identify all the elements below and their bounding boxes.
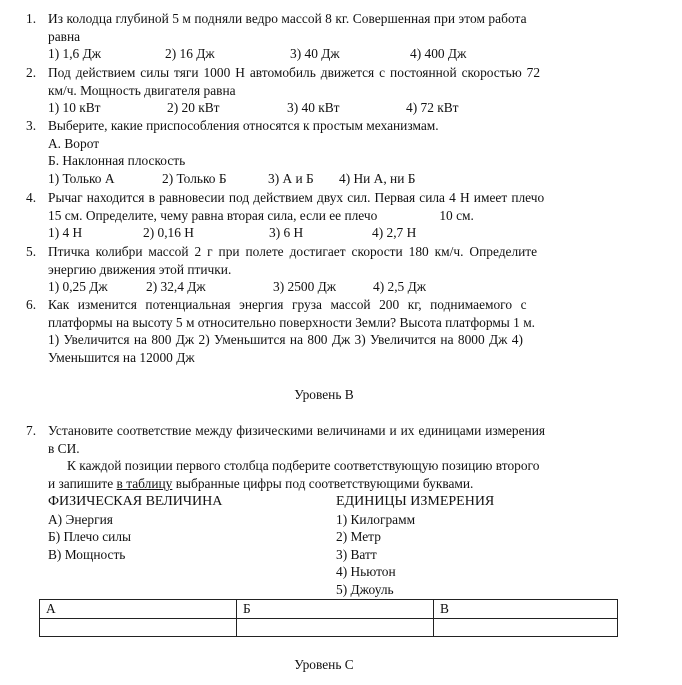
question-number: 3.	[26, 118, 37, 133]
units-column	[336, 493, 494, 599]
question-text: Выберите, какие приспособления относятся к простым механизмам.	[48, 118, 439, 133]
question-text: Под действием силы тяги 1000 Н автомобиль движется с постоянной скоростью 72	[48, 65, 541, 80]
question-text: равна	[48, 28, 81, 44]
question-text	[48, 207, 628, 225]
answer-options	[48, 278, 628, 296]
question-5	[26, 243, 628, 296]
answer-options	[48, 45, 628, 63]
answer-option: 2) Только Б	[162, 170, 227, 186]
list-item: 2) Метр	[336, 529, 381, 545]
question-text: км/ч. Мощность двигателя равна	[48, 82, 236, 98]
question-number: 2.	[26, 65, 37, 80]
answer-options	[48, 224, 628, 242]
question-number: 1.	[26, 11, 37, 26]
table-header-row	[40, 600, 618, 619]
answer-cell[interactable]	[40, 618, 237, 636]
question-2	[26, 64, 628, 117]
answer-option: 4) Ни А, ни Б	[339, 170, 416, 186]
section-heading-level-b: Уровень В	[294, 387, 354, 402]
list-item: 3) Ватт	[336, 546, 377, 562]
answer-option: 4) 2,7 Н	[372, 225, 417, 241]
question-3	[26, 117, 628, 187]
list-item: 4) Ньютон	[336, 564, 396, 580]
question-number: 5.	[26, 244, 37, 259]
answer-option: 1) 4 Н	[48, 225, 83, 241]
question-text: Как изменится потенциальная энергия груза массой 200 кг, поднимаемого с	[48, 297, 527, 312]
list-item: А) Энергия	[48, 511, 113, 527]
table-answer-row	[40, 618, 618, 636]
question-text: энергию движения этой птички.	[48, 261, 232, 277]
question-1	[26, 10, 628, 63]
option-a-text: А. Ворот	[48, 135, 100, 151]
question-text: Установите соответствие между физическими величинами и их единицами измерения	[48, 423, 546, 438]
answer-option: 4) 400 Дж	[410, 46, 467, 62]
answer-option: 2) 0,16 Н	[143, 225, 194, 241]
answer-option: 4) 2,5 Дж	[373, 279, 426, 295]
answer-table	[39, 599, 618, 637]
answer-options: 1) Увеличится на 800 Дж 2) Уменьшится на 800 Дж 3) Увеличится на 8000 Дж 4)	[48, 332, 523, 348]
answer-option: 2) 20 кВт	[167, 100, 220, 116]
answer-options: Уменьшится на 12000 Дж	[48, 349, 195, 365]
question-text: Рычаг находится в равновесии под действием двух сил. Первая сила 4 Н имеет плечо	[48, 190, 545, 205]
answer-option: 3) 40 Дж	[290, 46, 340, 62]
question-text: Птичка колибри массой 2 г при полете достигает скорости 180 км/ч. Определите	[48, 244, 538, 259]
column-header: ФИЗИЧЕСКАЯ ВЕЛИЧИНА	[48, 494, 223, 509]
answer-option: 2) 16 Дж	[165, 46, 215, 62]
answer-option: 1) 10 кВт	[48, 100, 101, 116]
answer-option: 3) А и Б	[268, 170, 314, 186]
underlined-text: в таблицу	[116, 475, 173, 491]
question-text-part: 10 см.	[439, 207, 474, 223]
option-b-text: Б. Наклонная плоскость	[48, 153, 186, 169]
question-7	[26, 422, 628, 492]
answer-option: 1) 0,25 Дж	[48, 279, 108, 295]
answer-option: 4) 72 кВт	[406, 100, 459, 116]
table-header-cell: В	[434, 600, 618, 619]
answer-option: 3) 6 Н	[269, 225, 304, 241]
question-text: Из колодца глубиной 5 м подняли ведро массой 8 кг. Совершенная при этом работа	[48, 11, 527, 26]
answer-option: 1) 1,6 Дж	[48, 46, 101, 62]
answer-cell[interactable]	[237, 618, 434, 636]
instruction-text-part: и запишите	[48, 475, 117, 491]
physical-quantities-column	[48, 493, 222, 563]
question-6	[26, 296, 628, 366]
table-header-cell: Б	[237, 600, 434, 619]
answer-option: 3) 2500 Дж	[273, 279, 337, 295]
question-number: 7.	[26, 423, 37, 438]
question-number: 4.	[26, 190, 37, 205]
section-heading-level-c: Уровень С	[294, 657, 354, 672]
instruction-text-part: выбранные цифры под соответствующими буквами.	[172, 475, 474, 491]
answer-option: 2) 32,4 Дж	[146, 279, 206, 295]
question-text-part: 15 см. Определите, чему равна вторая сила, если ее плечо	[48, 207, 378, 223]
answer-options	[48, 170, 628, 188]
column-header: ЕДИНИЦЫ ИЗМЕРЕНИЯ	[336, 494, 495, 509]
question-number: 6.	[26, 297, 37, 312]
question-text: в СИ.	[48, 440, 80, 456]
list-item: 5) Джоуль	[336, 581, 394, 597]
list-item: В) Мощность	[48, 546, 126, 562]
question-4	[26, 189, 628, 242]
instruction-text	[48, 475, 628, 493]
answer-cell[interactable]	[434, 618, 618, 636]
table-header-cell: А	[40, 600, 237, 619]
question-text: платформы на высоту 5 м относительно поверхности Земли? Высота платформы 1 м.	[48, 314, 536, 330]
list-item: 1) Килограмм	[336, 511, 416, 527]
answer-options	[48, 99, 628, 117]
answer-option: 1) Только А	[48, 170, 115, 186]
answer-option: 3) 40 кВт	[287, 100, 340, 116]
list-item: Б) Плечо силы	[48, 529, 132, 545]
instruction-text: К каждой позиции первого столбца подберите соответствующую позицию второго	[67, 458, 540, 474]
